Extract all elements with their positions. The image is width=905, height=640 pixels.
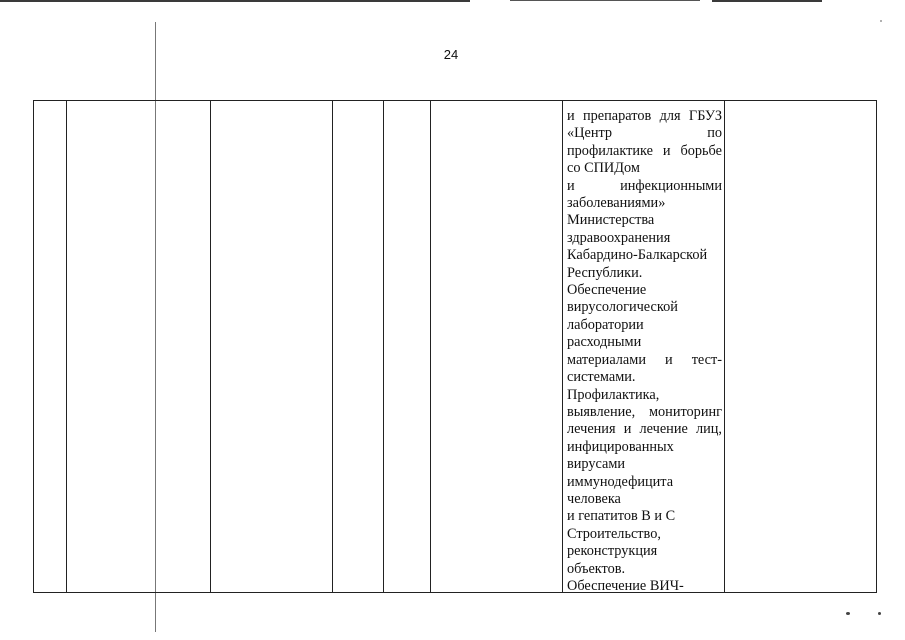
cell-line: здравоохранения [567, 229, 671, 246]
cell-line: человека [567, 490, 621, 507]
scan-top-rule [0, 0, 470, 2]
cell-line: и гепатитов В и С [567, 508, 676, 525]
scan-speck [878, 612, 881, 615]
cell-line: Кабардино-Балкарской [567, 247, 708, 264]
table-column-divider [332, 101, 333, 592]
cell-line: объектов. [567, 560, 626, 577]
table-column-divider [66, 101, 67, 592]
cell-line: инфицированных [567, 438, 674, 455]
page-number: 24 [443, 47, 459, 62]
cell-line: лечения и лечение лиц, [567, 421, 722, 438]
table-column-divider [562, 101, 563, 592]
cell-line: и инфекционными [567, 177, 722, 194]
cell-line: «Центр по [567, 125, 722, 142]
cell-line: вирусологической [567, 299, 678, 316]
cell-line: материалами и тест- [567, 351, 722, 368]
cell-line: Республики. [567, 264, 643, 281]
cell-line: Министерства [567, 212, 655, 229]
cell-line: профилактике и борьбе [567, 142, 722, 159]
cell-line: выявление, мониторинг [567, 403, 722, 420]
cell-line: Обеспечение ВИЧ- [567, 577, 684, 594]
scan-top-rule [510, 0, 700, 1]
scan-top-rule [712, 0, 822, 2]
cell-line: иммунодефицита [567, 473, 674, 490]
cell-line: лаборатории [567, 316, 644, 333]
cell-line: расходными [567, 334, 642, 351]
cell-line: Обеспечение [567, 282, 647, 299]
table-column-divider [383, 101, 384, 592]
table-cell-description [567, 108, 722, 595]
cell-line: вирусами [567, 456, 626, 473]
cell-line: и препаратов для ГБУЗ [567, 108, 722, 124]
cell-line: системами. [567, 369, 636, 386]
cell-line: заболеваниями» [567, 195, 666, 212]
table-column-divider [430, 101, 431, 592]
document-table [33, 100, 877, 593]
cell-line: реконструкция [567, 543, 658, 560]
table-column-divider [724, 101, 725, 592]
cell-line: Строительство, [567, 525, 661, 542]
scan-speck [880, 20, 882, 22]
table-column-divider [210, 101, 211, 592]
scan-speck [846, 612, 850, 615]
cell-line: Профилактика, [567, 386, 660, 403]
cell-line: со СПИДом [567, 160, 640, 177]
